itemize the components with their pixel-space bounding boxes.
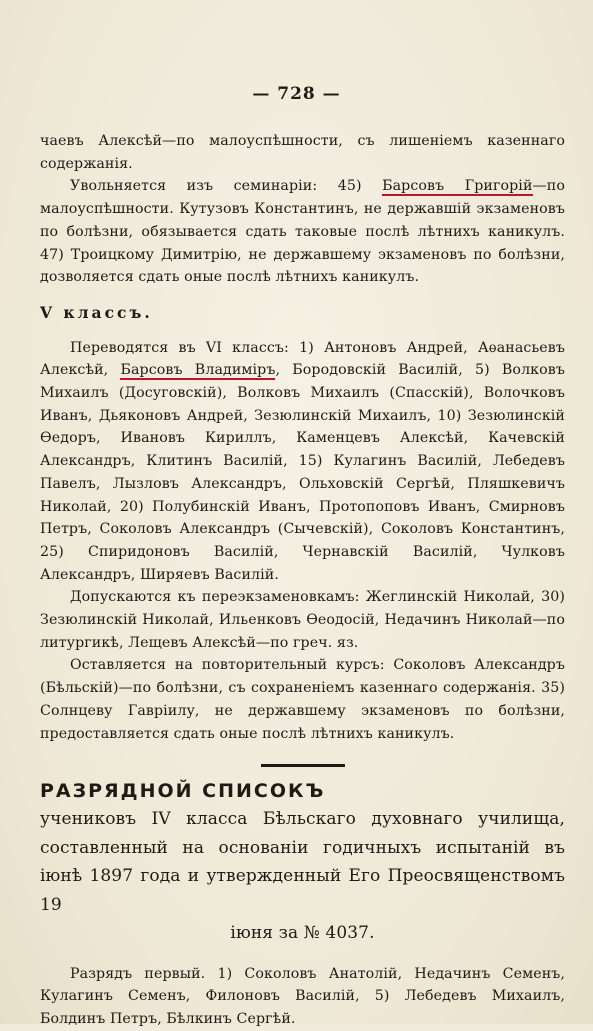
page-body — [40, 130, 565, 1031]
rank-list-subtitle-main: учениковъ IV класса Бѣльскаго духовнаго училища, составленный на основаніи годичныхъ испытаній въ іюнѣ 1897 года и утвержденный Его Преосвященствомъ 19 — [40, 809, 565, 915]
paragraph-dismissed-lead: Увольняется изъ семинаріи: 45) — [70, 178, 383, 195]
paragraph-repeat-course: Оставляется на повторительный курсъ: Соколовъ Александръ (Бѣльскій)—по болѣзни, съ сохраненіемъ казеннаго содержанія. 35) Солнцеву Гавріилу, не державшему экзаменовъ по болѣзни, предоставляется сдать оные послѣ лѣтнихъ каникулъ. — [40, 657, 565, 742]
section-title-class-v: V классъ. — [40, 302, 153, 322]
paragraph-rank-first: Разрядъ первый. 1) Соколовъ Анатолій, Недачинъ Семенъ, Кулагинъ Семенъ, Филоновъ Василій, 5) Лебедевъ Михаилъ, Болдинъ Петръ, Бѣлкинъ Сергѣй. — [40, 965, 565, 1028]
underlined-name-barsov-grigory: Барсовъ Григорій — [382, 178, 533, 195]
paragraph-dismissed — [40, 175, 565, 289]
rank-list-subtitle — [40, 805, 565, 948]
paragraph-promoted-rest: , Бородовскій Василій, 5) Волковъ Михаилъ (Досуговскій), Волковъ Михаилъ (Спасскій), Волочковъ Иванъ, Дьяконовъ Андрей, Зезюлинскій Михаилъ, 10) Зезюлинскій Ѳедоръ, Ивановъ Кириллъ, Каменцевъ Алексѣй, Качевскій Александръ, Клитинъ Василій, 15) Кулагинъ Василій, Лебедевъ Павелъ, Лызловъ Александръ, Ольховскій Сергѣй, Пляшкевичъ Николай, 20) Полубинскій Иванъ, Протопоповъ Иванъ, Смирновъ Петръ, Соколовъ Александръ (Сычевскій), Соколовъ Константинъ, 25) Спиридоновъ Василій, Чернавскій Василій, Чулковъ Александръ, Ширяевъ Василій. — [40, 362, 566, 583]
paragraph-dismissed-rest: —по малоуспѣшности. Кутузовъ Константинъ, не державшій экзаменовъ по болѣзни, обязывается сдать таковые послѣ лѣтнихъ каникулъ. 47) Троицкому Димитрію, не державшему экзаменовъ по болѣзни, дозволяется сдать оные послѣ лѣтнихъ каникулъ. — [40, 178, 565, 286]
paragraph-expelled-continuation: чаевъ Алексѣй—по малоуспѣшности, съ лишеніемъ казеннаго содержанія. — [40, 133, 565, 172]
paragraph-promoted-lead: Переводятся въ VI классъ: 1) Антоновъ Андрей, Аѳанасьевъ Алексѣй, — [40, 339, 565, 379]
paragraph-promoted — [40, 337, 565, 587]
paragraph-reexamination: Допускаются къ переэкзаменовкамъ: Жеглинскій Николай, 30) Зезюлинскій Николай, Ильенковъ Ѳеодосій, Недачинъ Николай—по литургикѣ, Лещевъ Алексѣй—по греч. яз. — [40, 589, 565, 651]
rank-list-title: РАЗРЯДНОЙ СПИСОКЪ — [40, 780, 326, 803]
rank-list-subtitle-last: іюня за № 4037. — [230, 923, 375, 944]
underlined-name-barsov-vladimir: Барсовъ Владиміръ — [120, 362, 276, 379]
page-number: — 728 — — [252, 84, 341, 104]
section-divider — [261, 764, 345, 767]
